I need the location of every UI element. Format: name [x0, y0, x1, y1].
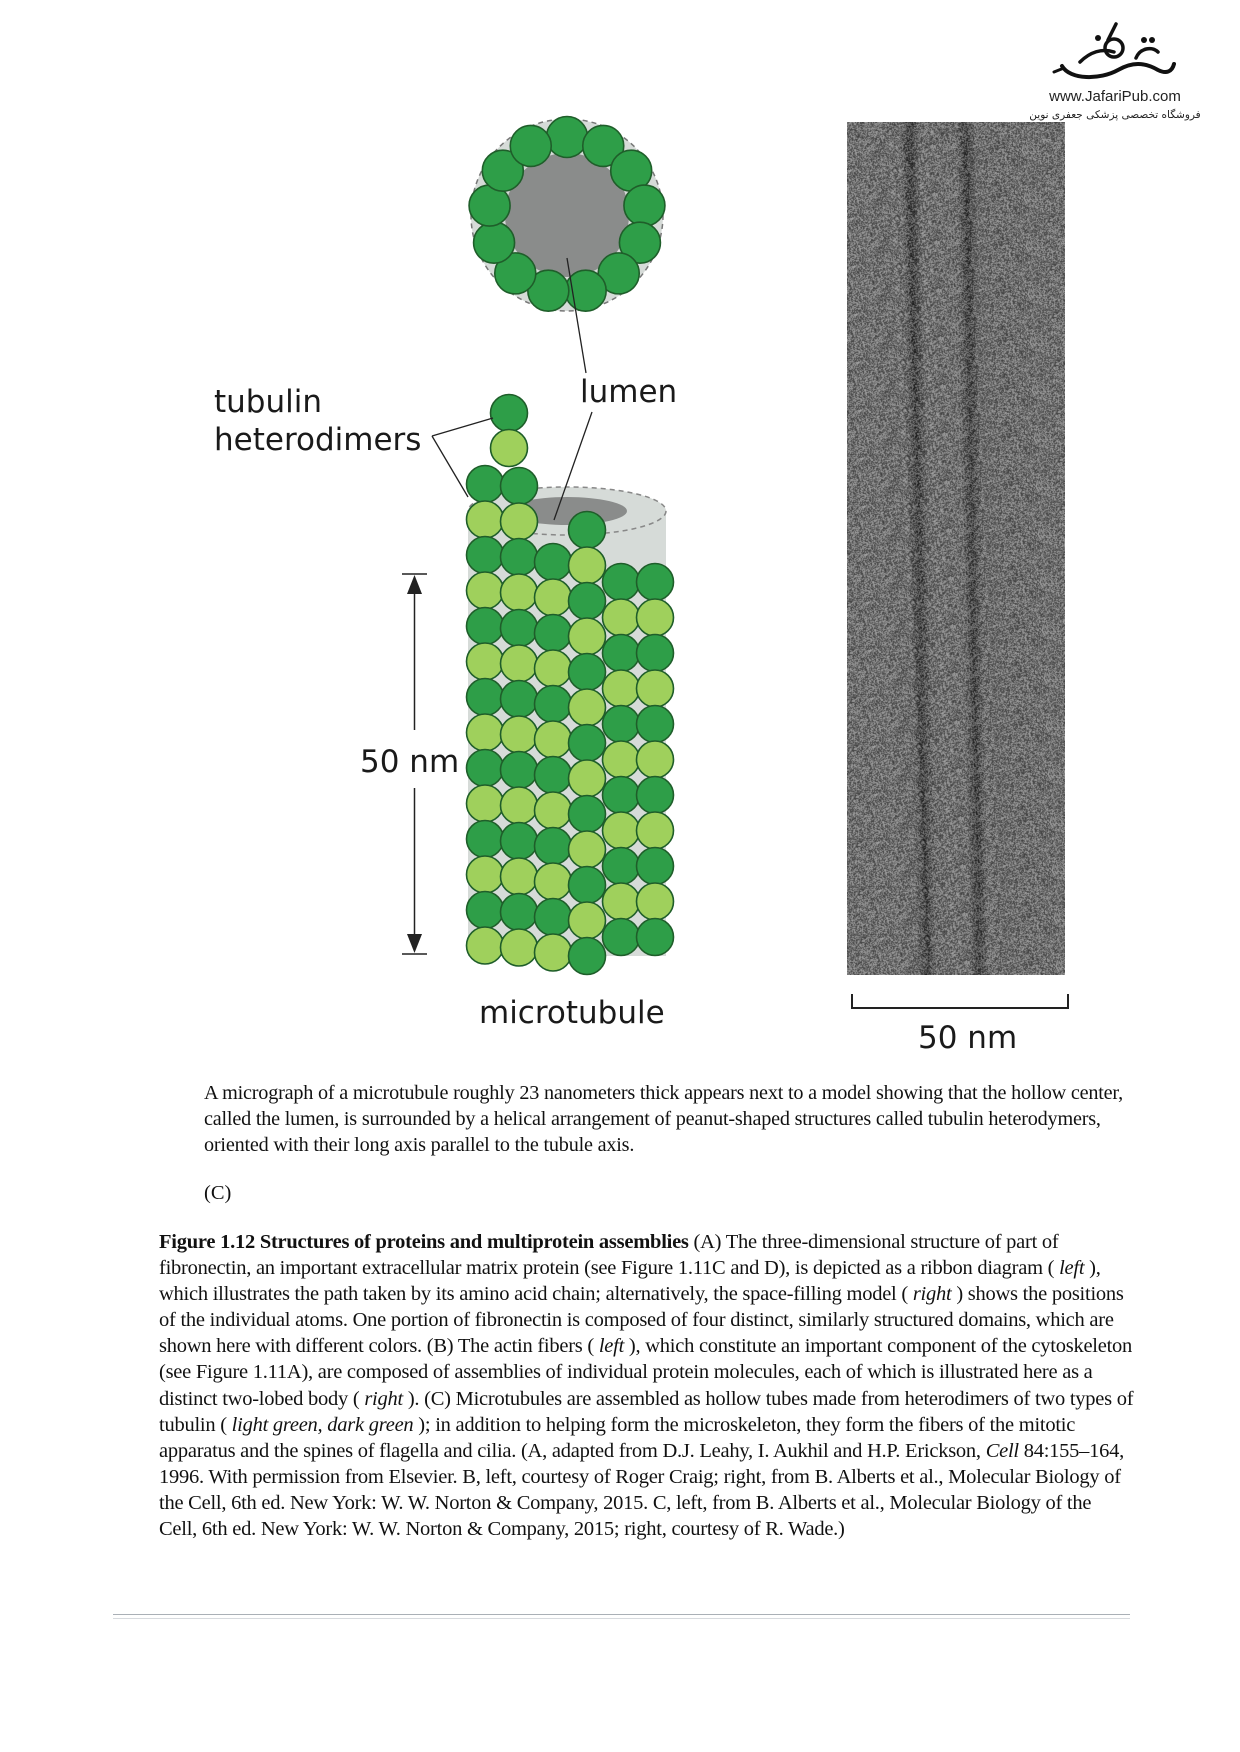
- tubulin-pointer-1: [432, 418, 493, 436]
- tubulin-alpha-subunit: [637, 812, 674, 849]
- tubulin-beta-subunit: [467, 466, 504, 503]
- tubulin-beta-subunit: [467, 892, 504, 929]
- tubulin-beta-subunit: [501, 610, 538, 647]
- tubulin-alpha-subunit: [501, 716, 538, 753]
- tubulin-alpha-subunit: [501, 929, 538, 966]
- tubulin-beta-subunit: [501, 681, 538, 718]
- tubulin-beta-subunit: [603, 848, 640, 885]
- logo-persian-text: فروشگاه تخصصی پزشکی جعفری نوین: [1029, 109, 1201, 121]
- label-microtubule: microtubule: [479, 995, 665, 1031]
- caption-text: 84:155–164, 1996. With permission from Elsevier. B, left, courtesy of Roger Craig; right, from B. Alberts et al., Molecular Biology of the Cell, 6th ed. New York: W. W. Norton & Company, 2015. C, left, from B. Alberts et al., Molecular Biology of the Cell, 6th ed. New York: W. W. Norton & Company, 2015; right, courtesy of R. Wade.): [159, 1439, 1125, 1541]
- caption-text: ), which constitute an important component of the cytoskeleton (see Figure 1.11A), are composed of assemblies of individual protein molecules, each of which is illustrated here as a distinct two-lobed body (: [159, 1335, 1133, 1410]
- tubulin-beta-subunit: [569, 796, 606, 833]
- tubulin-alpha-subunit: [467, 572, 504, 609]
- tubulin-beta-subunit: [501, 752, 538, 789]
- tubulin-beta-subunit: [535, 686, 572, 723]
- caption-text: (A) The three-dimensional structure of part of fibronectin, an important extracellular matrix protein (see Figure 1.11C and D), is depicted as a ribbon diagram (: [159, 1231, 1060, 1280]
- tubulin-alpha-subunit: [569, 902, 606, 939]
- tubulin-alpha-subunit: [535, 792, 572, 829]
- panel-label: (C): [204, 1182, 232, 1204]
- tubulin-beta-subunit: [467, 821, 504, 858]
- tubulin-alpha-subunit: [569, 831, 606, 868]
- tubulin-beta-subunit: [491, 395, 528, 432]
- tubulin-beta-subunit: [467, 679, 504, 716]
- tubulin-alpha-subunit: [501, 858, 538, 895]
- tubulin-beta-subunit: [535, 544, 572, 581]
- tubulin-alpha-subunit: [501, 574, 538, 611]
- tubulin-alpha-subunit: [501, 503, 538, 540]
- caption-italic: left: [598, 1335, 625, 1358]
- tubulin-alpha-subunit: [467, 856, 504, 893]
- tubulin-subunit-cross-section: [624, 185, 665, 226]
- footer-rule: [113, 1614, 1130, 1619]
- tubulin-alpha-subunit: [501, 645, 538, 682]
- caption-italic: left: [1059, 1257, 1085, 1280]
- tubulin-beta-subunit: [569, 938, 606, 975]
- tubulin-beta-subunit: [637, 635, 674, 672]
- tubulin-alpha-subunit: [467, 501, 504, 538]
- label-heterodimers: heterodimers: [214, 422, 422, 458]
- tubulin-beta-subunit: [535, 828, 572, 865]
- tubulin-beta-subunit: [603, 919, 640, 956]
- tubulin-beta-subunit: [603, 777, 640, 814]
- tubulin-alpha-subunit: [491, 430, 528, 467]
- tubulin-beta-subunit: [535, 615, 572, 652]
- tubulin-beta-subunit: [569, 725, 606, 762]
- tubulin-alpha-subunit: [535, 650, 572, 687]
- tubulin-alpha-subunit: [603, 670, 640, 707]
- tubulin-subunit-cross-section: [510, 125, 551, 166]
- tubulin-beta-subunit: [603, 564, 640, 601]
- tubulin-beta-subunit: [535, 757, 572, 794]
- caption-text: ), which illustrates the path taken by its amino acid chain; alternatively, the space-filling model (: [159, 1257, 1101, 1306]
- tubulin-beta-subunit: [603, 635, 640, 672]
- tubulin-beta-subunit: [501, 468, 538, 505]
- tubulin-beta-subunit: [467, 608, 504, 645]
- tubulin-alpha-subunit: [603, 812, 640, 849]
- label-scale-left: 50 nm: [360, 744, 460, 780]
- tubulin-alpha-subunit: [637, 741, 674, 778]
- tubulin-alpha-subunit: [535, 934, 572, 971]
- caption-italic: right: [364, 1387, 403, 1410]
- tubulin-subunit-cross-section: [547, 117, 588, 158]
- tubulin-beta-subunit: [535, 899, 572, 936]
- tubulin-alpha-subunit: [467, 785, 504, 822]
- tubulin-subunit-cross-section: [474, 222, 515, 263]
- caption-text: ); in addition to helping form the microskeleton, they form the fibers of the mitotic apparatus and the spines of flagella and cilia. (A, adapted from D.J. Leahy, I. Aukhil and H.P. Erickson,: [159, 1413, 1076, 1462]
- micrograph-image: [847, 122, 1065, 975]
- figure-description: A micrograph of a microtubule roughly 23 nanometers thick appears next to a model showing that the hollow center, called the lumen, is surrounded by a helical arrangement of peanut-shaped structures called tubulin heterodymers, oriented with their long axis parallel to the tubule axis.: [204, 1082, 1123, 1156]
- figure-caption: [159, 1229, 1134, 1542]
- tubulin-beta-subunit: [637, 706, 674, 743]
- tubulin-beta-subunit: [501, 894, 538, 931]
- tubulin-beta-subunit: [603, 706, 640, 743]
- caption-italic: light green, dark green: [231, 1413, 414, 1436]
- label-lumen: lumen: [580, 374, 678, 410]
- tubulin-alpha-subunit: [501, 787, 538, 824]
- scale-bar-right: [852, 994, 1068, 1009]
- tubulin-alpha-subunit: [569, 760, 606, 797]
- electron-micrograph: [847, 122, 1065, 975]
- tubulin-alpha-subunit: [467, 927, 504, 964]
- tubulin-alpha-subunit: [603, 599, 640, 636]
- tubulin-alpha-subunit: [603, 741, 640, 778]
- tubulin-pointer-2: [432, 436, 468, 497]
- tubulin-alpha-subunit: [637, 883, 674, 920]
- tubulin-alpha-subunit: [467, 643, 504, 680]
- tubulin-alpha-subunit: [467, 714, 504, 751]
- caption-text: ) shows the positions of the individual atoms. One portion of fibronectin is composed of four distinct, similarly structured domains, which are shown here with different colors. (B) The actin fibers (: [159, 1283, 1124, 1358]
- tubulin-alpha-subunit: [637, 599, 674, 636]
- tubulin-beta-subunit: [467, 537, 504, 574]
- tubulin-alpha-subunit: [569, 547, 606, 584]
- tubulin-beta-subunit: [637, 777, 674, 814]
- cross-section-ring: [469, 117, 665, 312]
- figure-caption-title: Figure 1.12 Structures of proteins and multiprotein assemblies: [159, 1231, 689, 1253]
- tubulin-beta-subunit: [569, 867, 606, 904]
- caption-italic: right: [912, 1283, 952, 1306]
- tubulin-beta-subunit: [637, 919, 674, 956]
- tubulin-alpha-subunit: [569, 689, 606, 726]
- label-scale-right: 50 nm: [918, 1020, 1018, 1056]
- tubulin-beta-subunit: [501, 823, 538, 860]
- tubulin-subunit-cross-section: [565, 270, 606, 311]
- logo-website: www.JafariPub.com: [1049, 88, 1181, 105]
- tubulin-alpha-subunit: [569, 618, 606, 655]
- tubulin-alpha-subunit: [535, 863, 572, 900]
- tubulin-beta-subunit: [569, 512, 606, 549]
- tubulin-beta-subunit: [501, 539, 538, 576]
- tubulin-alpha-subunit: [535, 579, 572, 616]
- tubulin-beta-subunit: [569, 654, 606, 691]
- caption-text: ). (C) Microtubules are assembled as hollow tubes made from heterodimers of two types of tubulin (: [159, 1387, 1134, 1436]
- tubulin-alpha-subunit: [637, 670, 674, 707]
- tubulin-alpha-subunit: [603, 883, 640, 920]
- tubulin-beta-subunit: [467, 750, 504, 787]
- tubulin-beta-subunit: [637, 848, 674, 885]
- caption-italic: Cell: [985, 1439, 1019, 1462]
- tubulin-beta-subunit: [569, 583, 606, 620]
- label-tubulin: tubulin: [214, 384, 323, 420]
- tubulin-alpha-subunit: [535, 721, 572, 758]
- tubulin-beta-subunit: [637, 564, 674, 601]
